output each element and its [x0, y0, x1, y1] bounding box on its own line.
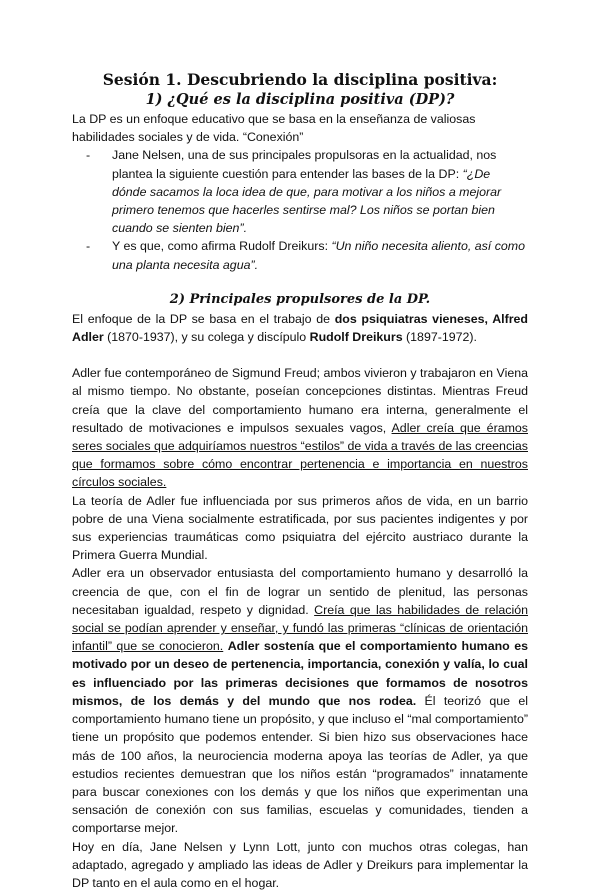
bullet-quote: “¿De dónde sacamos la loca idea de que, para motivar a los niños a mejorar primero tenemos que hacerles sentirse mal? Los niños se portan bien cuando se sienten bien”.	[112, 166, 502, 236]
text-run: (1870-1937), y su colega y discípulo	[103, 330, 310, 345]
section1-intro: La DP es un enfoque educativo que se basa en la enseñanza de valiosas habilidades sociales y de vida. “Conexión”	[72, 112, 476, 145]
bullet-dash: -	[86, 148, 91, 163]
paragraph-spacer	[72, 346, 528, 364]
page-title: Sesión 1. Descubriendo la disciplina positiva:	[102, 70, 498, 89]
text-run: Él teorizó que el comportamiento humano tiene un propósito, y que incluso el “mal comportamiento” tiene un propósito que podemos entender. Si bien hizo sus observaciones hace más de 100 años, la neurociencia moderna apoya las teorías de Adler, ya que estudios recientes demuestran que los niños están “programados” innatamente para buscar conexiones con los demás y que los niños que experimentan una sensación de conexión con sus familias, escuelas y comunidades, tienden a comportarse mejor.	[72, 693, 529, 836]
section2-paragraph-2	[72, 364, 528, 491]
text-run: (1897-1972).	[402, 330, 477, 345]
text-run: Adler fue contemporáneo de Sigmund Freud; ambos vivieron y trabajaron en Viena al mismo tiempo. No obstante, poseían concepciones distintas. Mientras Freud creía que la clave del comportamiento humano era interna, generalmente el resultado de motivaciones e impulsos sexuales vagos,	[72, 366, 528, 435]
underlined-run: Adler creía que éramos seres sociales que adquiríamos nuestros “estilos” de vida a través de las creencias que formamos sobre cómo encontrar pertenencia e importancia en nuestros círculos sociales.	[72, 420, 528, 490]
bullet-dash: -	[86, 239, 91, 254]
section1-bullet-list	[72, 146, 528, 273]
section1-heading: 1) ¿Qué es la disciplina positiva (DP)?	[145, 91, 455, 108]
bold-run: Rudolf Dreikurs	[309, 330, 403, 345]
bullet-text: Y es que, como afirma Rudolf Dreikurs:	[112, 239, 332, 254]
text-run: Adler era un observador entusiasta del comportamiento humano y desarrolló la creencia de que, con el fin de lograr un sentido de plenitud, las personas necesitaban igualdad, respeto y dignidad.	[72, 566, 528, 617]
section2-heading: 2) Principales propulsores de la DP.	[169, 291, 431, 307]
section2-paragraph-5: Hoy en día, Jane Nelsen y Lynn Lott, junto con muchos otras colegas, han adaptado, agregado y ampliado las ideas de Adler y Dreikurs para implementar la DP tanto en el aula como en el hogar.	[72, 839, 528, 890]
bold-run: dos psiquiatras vieneses, Alfred Adler	[72, 311, 528, 345]
section2-paragraph-3: La teoría de Adler fue influenciada por sus primeros años de vida, en un barrio pobre de una Viena socialmente estratificada, por sus pacientes indigentes y por sus experiencias traumáticas como psiquiatra del ejército austriaco durante la Primera Guerra Mundial.	[72, 493, 528, 563]
bullet-quote: “Un niño necesita aliento, así como una planta necesita agua”.	[112, 239, 525, 272]
bullet-text: Jane Nelsen, una de sus principales propulsoras en la actualidad, nos plantea la siguiente cuestión para entender las bases de la DP:	[112, 148, 497, 181]
section2-paragraph-1	[72, 310, 528, 346]
text-run: El enfoque de la DP se basa en el trabajo de	[72, 311, 335, 326]
list-item	[86, 146, 528, 237]
bold-run: Adler sostenía que el comportamiento humano es motivado por un deseo de pertenencia, importancia, conexión y valía, lo cual es influenciado por las primeras decisiones que formamos de nosotros mismos, de los demás y del mundo que nos rodea.	[72, 639, 528, 708]
list-item	[86, 237, 528, 273]
underlined-run: Creía que las habilidades de relación social se podían aprender y enseñar, y fundó las primeras “clínicas de orientación infantil” que se conocieron.	[72, 602, 529, 654]
section2-paragraph-4	[72, 564, 528, 837]
